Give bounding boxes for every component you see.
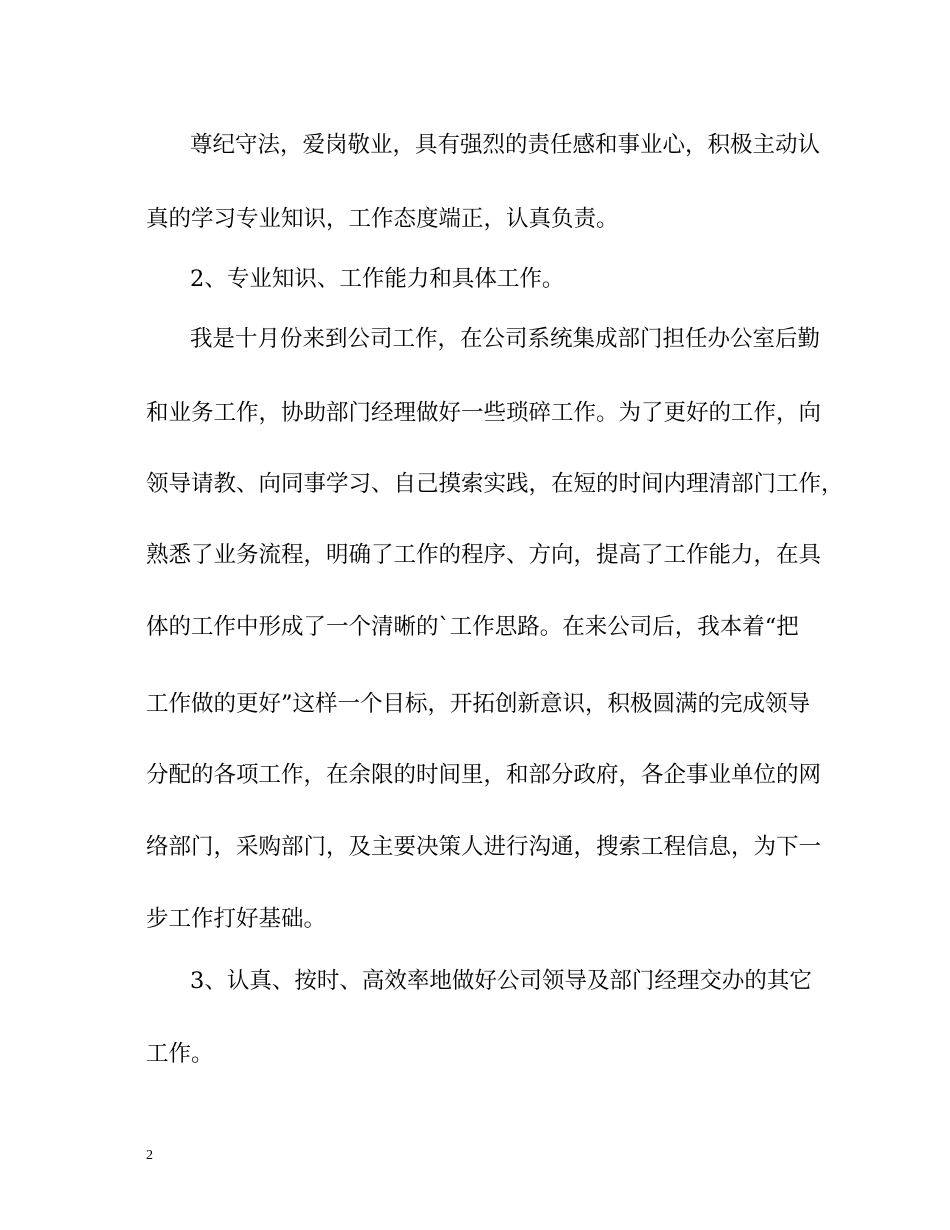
paragraph-line: 分配的各项工作，在余限的时间里，和部分政府，各企事业单位的网 — [146, 762, 822, 788]
paragraph-line: 步工作打好基础。 — [146, 906, 327, 932]
section-heading: 2、专业知识、工作能力和具体工作。 — [190, 266, 565, 292]
paragraph-line: 真的学习专业知识，工作态度端正，认真负责。 — [146, 206, 619, 232]
paragraph-line: 体的工作中形成了一个清晰的`工作思路。在来公司后，我本着“把 — [146, 614, 799, 640]
paragraph-line: 领导请教、向同事学习、自己摸索实践，在短的时间内理清部门工作， — [146, 471, 844, 497]
paragraph-line: 我是十月份来到公司工作，在公司系统集成部门担任办公室后勤 — [190, 326, 821, 352]
paragraph-line: 工作做的更好”这样一个目标，开拓创新意识，积极圆满的完成领导 — [146, 691, 811, 717]
section-heading: 3、认真、按时、高效率地做好公司领导及部门经理交办的其它 — [190, 968, 812, 994]
paragraph-line: 和业务工作，协助部门经理做好一些琐碎工作。为了更好的工作，向 — [146, 400, 822, 426]
paragraph-line: 熟悉了业务流程，明确了工作的程序、方向，提高了工作能力，在具 — [146, 542, 822, 568]
paragraph-line: 工作。 — [146, 1041, 214, 1067]
paragraph-line: 尊纪守法，爱岗敬业，具有强烈的责任感和事业心，积极主动认 — [190, 132, 821, 158]
page-number: 2 — [146, 1148, 153, 1163]
paragraph-line: 络部门，采购部门，及主要决策人进行沟通，搜索工程信息，为下一 — [146, 834, 822, 860]
